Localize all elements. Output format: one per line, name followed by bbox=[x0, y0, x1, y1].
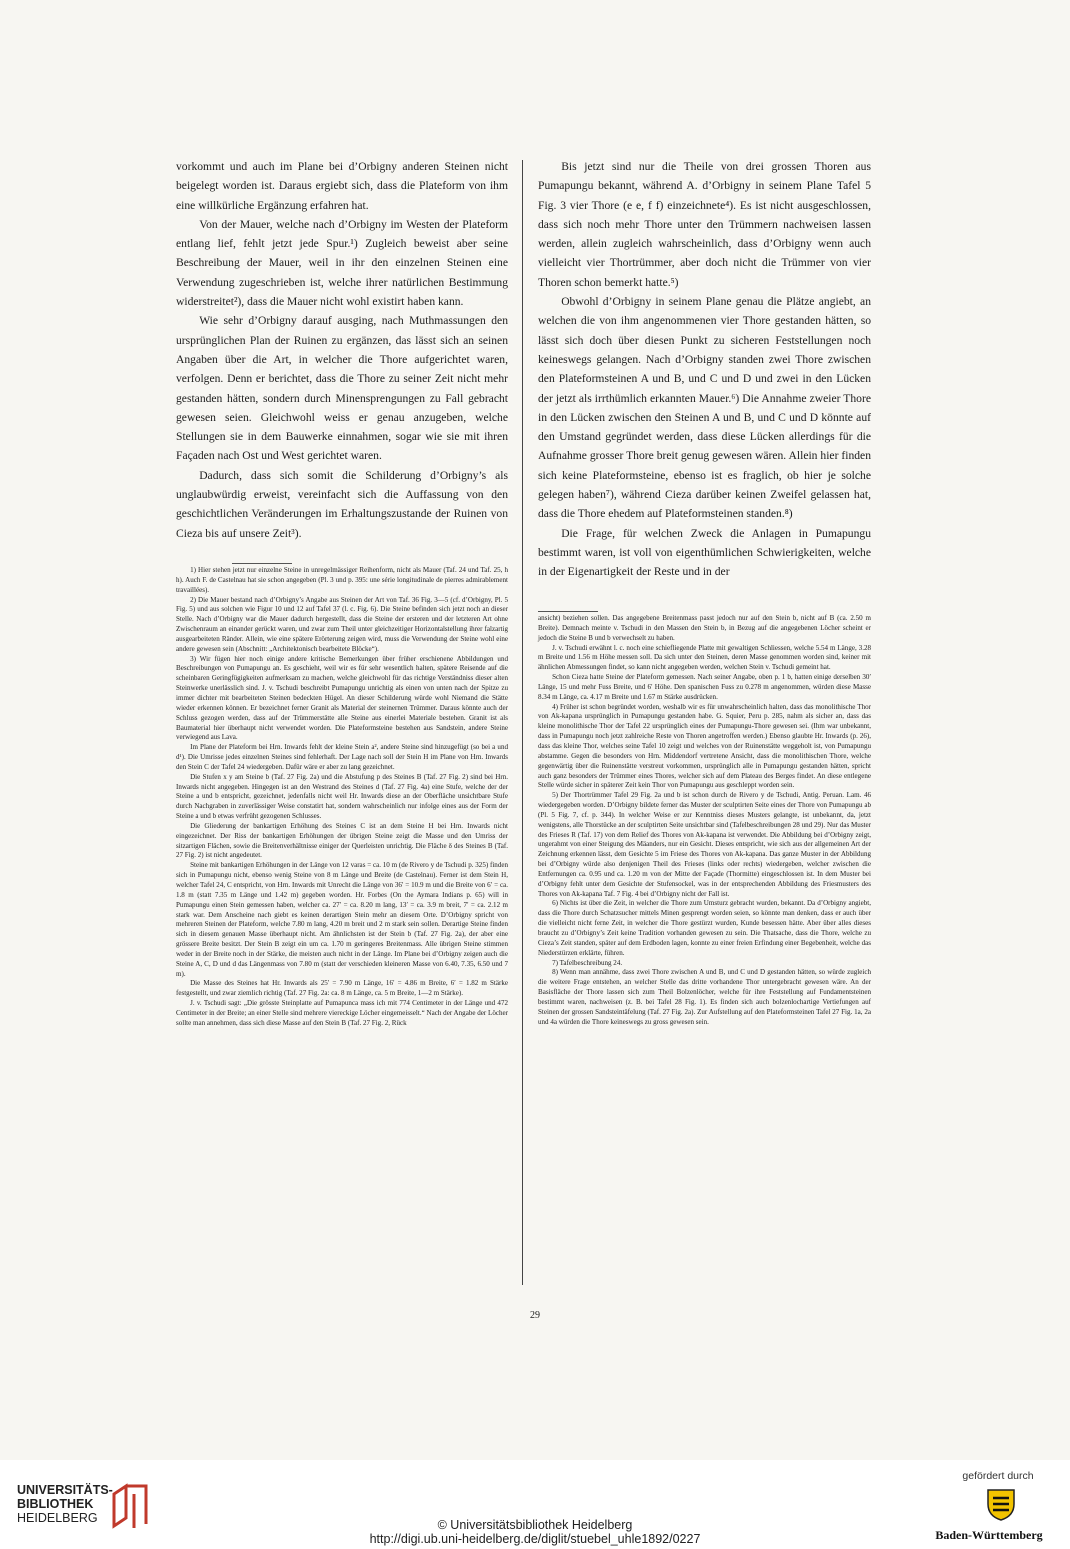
right-paragraph-2: Obwohl d’Orbigny in seinem Plane genau die Plätze angiebt, an welchen die von ihm angenommenen vier Thore gestanden hätten, so lässt sich doch über diesen Punkt zu sicheren Feststellungen noch keineswegs gelangen. Nach d’Orbigny standen zwei Thore zwischen den Plateformsteinen A und B, und C und D und zwei in den Lücken der jetzt als irrthümlich erkannten Mauer.⁶) Die Annahme zweier Thore in den Lücken zwischen den Steinen A und B, und C und D könnte auf den Umstand gegründet werden, dass diese Lücken allerdings für die Aufnahme grosser Thore breit genug gewesen wären. Allein hier finden sich keine Plateformsteine, ebenso ist es fraglich, ob hier je solche gelegen haben⁷), während Cieza darüber keinen Zweifel gelassen hat, dass die Thore ehedem auf Plateformsteinen standen.⁸) bbox=[538, 295, 871, 521]
right-footnote-7: 7) Tafelbeschreibung 24. bbox=[552, 958, 623, 967]
left-footnote-3: 3) Wir fügen hier noch einige andere kritische Bemerkungen über früher erschienene Abbildungen und Beschreibungen von Pumapungu an. Es geschieht, weil wir es für sehr wesentlich halten, spätere Reisende auf die scheinbaren Geringfügigkeiten aufmerksam zu machen, welche gleichwohl für das richtige Verständniss dieser alten Steinwerke unerlässlich sind. J. v. Tschudi beschreibt Pumapungu unrichtig als einen von unten nach der Spitze zu immer dichter mit bearbeiteten Steinen bedeckten Hügel. An dieser Schilderung würde wohl Niemand die Stätte wieder erkennen können. Er bezeichnet ferner Granit als Material der steinernen Trümmer. Daraus könnte auch der Schluss gezogen werden, dass auf der Trümmerstätte alle Steine aus einerlei Materiale bestehen. Granit ist als Baumaterial hier überhaupt nicht verwendet worden. Die Plateformsteine bestehen aus Sandstein, andere Steine verwiegend aus Lava. bbox=[176, 654, 508, 742]
left-footnote-9: J. v. Tschudi sagt: „Die grösste Steinplatte auf Pumapunca mass ich mit 774 Centimeter in der Länge und 472 Centimeter in der Breite; an einer Stelle sind mehrere viereckige Löcher eingemeisselt.“ Nach der Angabe der Löcher sollte man annehmen, dass sich diese Masse auf den Stein B (Taf. 27 Fig. 2, Rück bbox=[176, 999, 508, 1027]
left-main-text bbox=[176, 157, 508, 543]
left-footnote-8: Die Masse des Steines hat Hr. Inwards als 25′ = 7.90 m Länge, 16′ = 4.86 m Breite, 6′ = 1.82 m Stärke festgestellt, und zwar ziemlich richtig (Taf. 27 Fig. 2a: ca. 8 m Länge, ca. 5 m Breite, 1—2 m Stärke). bbox=[176, 979, 508, 998]
state-crest-icon bbox=[980, 1486, 1022, 1522]
university-line-1: UNIVERSITÄTS- bbox=[17, 1483, 113, 1497]
left-paragraph-4: Dadurch, dass sich somit die Schilderung d’Orbigny’s als unglaubwürdig erweist, vereinfacht sich die Auffassung von den geschichtlichen Veränderungen im Erhaltungszustande der Ruinen von Cieza bis auf unsere Zeit³). bbox=[176, 468, 508, 540]
left-footnote-7: Steine mit bankartigen Erhöhungen in der Länge von 12 varas = ca. 10 m (de Rivero y de Tschudi p. 325) finden sich in Pumapungu nicht, ebenso wenig Steine von 8 m Länge und Breite (de Castelnau). Ferner ist dem Stein H, welcher Tafel 24, C entspricht, von Hrn. Inwards mit Unrecht die Länge von 36′ = 10.9 m und die Breite von 6′ = ca. 1.8 m (statt 7.35 m Länge und 1.42 m) gegeben worden. Hr. Forbes (On the Aymara Indians p. 65) will in Pumapungu einen Stein gemessen haben, welcher ca. 27′ = ca. 8.20 m lang, 13′ = ca. 3.9 m breit, 7′ = ca. 2.12 m stark war. Dem Anscheine nach giebt es keinen derartigen Stein mehr an diesem Orte. D’Orbigny spricht von mehreren Steinen der Plateform, welche 7.80 m lang, 4.20 m breit und 2 m stark sein sollen. Derartige Steine finden sich in diesem genauen Masse überhaupt nicht. Am ähnlichsten ist der Stein b (Taf. 27 Fig. 2a), der aber eine grössere Breite besitzt. Der Stein B zeigt ein um ca. 1.70 m geringeres Breitenmass. Alle übrigen Steine stimmen weder in der Breite noch in der Stärke, die meisten auch nicht in der Länge. Im Plane bei d’Orbigny zeigen auch die Steine A, C, D und d das Längenmass von 7.80 m (statt der verschieden kleineren Masse von 6.40, 7.35, 6.50 und 7 m). bbox=[176, 861, 508, 978]
right-paragraph-1: Bis jetzt sind nur die Theile von drei grossen Thoren aus Pumapungu bekannt, während A. d’Orbigny in seinem Plane Tafel 5 Fig. 3 vier Thore (e e, f f) einzeichnete⁴). Es ist nicht ausgeschlossen, dass sich noch mehr Thore unter den Trümmern nachweisen lassen werden, allein zugleich wahrscheinlich, dass d’Orbigny wenn auch vielleicht vier Thortrümmer, aber doch nicht die Trümmer von vier Thoren schon bemerkt hatte.⁵) bbox=[538, 160, 871, 289]
right-footnote-4: 4) Früher ist schon begründet worden, weshalb wir es für unwahrscheinlich halten, dass das monolithische Thor von Ak-kapana ursprünglich in Pumapungu gestanden habe. G. Squier, Peru p. 285, nahm als sicher an, dass das kleine monolithische Thor der Tafel 22 ursprünglich eines der Pumapungu-Thore gewesen sei. (Ihm war unbekannt, dass in Pumapungu noch jetzt zahlreiche Reste von Thoren angetroffen werden.) Ebenso glaubte Hr. Inwards (p. 26), dass das kleine Thor, welches seine Tafel 10 zeigt und welches von der Ruinenstätte weggeholt ist, von Pumapungu abstamme. Gegen die besonders von Hrn. Middendorf vertretene Ansicht, dass die monolithischen Thore, welche gegenwärtig über die Ruinenstätte verstreut vorkommen, ursprünglich alle in Pumapungu gestanden hätten, spricht auch ganz besonders der Trümmer eines Thores, welcher sich auf dem Plateau des Berges findet. An diese entlegene Stelle würde sicher in späterer Zeit kein Thor von Pumapungu aus geschleppt worden sein. bbox=[538, 702, 871, 790]
right-footnote-6: 6) Nichts ist über die Zeit, in welcher die Thore zum Umsturz gebracht wurden, bekannt. Da d’Orbigny angiebt, dass die Thore durch Schatzsucher mittels Minen gesprengt worden seien, so könnte man denken, dass er auch über die vielleicht nicht ferne Zeit, in welcher die Thore gestürzt wurden, Kunde besessen hätte. Aber über alles dieses braucht zu d’Orbigny’s Zeit keine Tradition vorhanden gewesen zu sein. Die Thatsache, dass die Thore, welche zu Cieza’s Zeit standen, später auf dem Erdboden lagen, konnte zu einer freien Erfindung einer Begebenheit, welche das Niederstürzen erklärte, führen. bbox=[538, 899, 871, 957]
copyright-block bbox=[0, 1518, 1070, 1546]
right-footnote-2: J. v. Tschudi erwähnt l. c. noch eine schiefliegende Platte mit gewaltigen Schliessen, welche 5.54 m Länge, 3.28 m Breite und 1.56 m Höhe messen soll. Da sich unter den Steinen, deren Masse genommen worden sind, keiner mit ähnlichen Abmessungen findet, so kann nicht angegeben werden, welchen Stein v. Tschudi gemeint hat. bbox=[538, 643, 871, 672]
left-footnote-2: 2) Die Mauer bestand nach d’Orbigny’s Angabe aus Steinen der Art von Taf. 36 Fig. 3—5 (cf. d’Orbigny, Pl. 5 Fig. 5) und aus solchen wie Figur 10 und 12 auf Tafel 37 (l. c. Fig. 6). Die Steine befinden sich jetzt noch an dieser Stelle. Nach d’Orbigny war die Mauer dadurch hergestellt, dass die Steine der ersteren und der letzteren Art ohne Zwischenraum an einander gerückt waren, und zwar zum Theil unter gleichzeitiger Horizontalstellung ihrer falzartig ausgearbeiteten Ränder. Allein, wie eine spätere Erörterung zeigen wird, muss die Verwendung der Steine wohl eine andere gewesen sein (Abschnitt: „Architektonisch bearbeitete Blöcke“). bbox=[176, 595, 508, 653]
right-footnote-5: 5) Der Thortrümmer Tafel 29 Fig. 2a und b ist schon durch de Rivero y de Tschudi, Antig. Peruan. Lam. 46 wiedergegeben worden. D’Orbigny bildete ferner das Muster der sculptirten Seite eines der Thore von Pumapungu ab (Pl. 5 Fig. 7, cf. p. 344). In welcher Weise er zur Kenntniss dieses Musters gelangte, ist unbekannt, da, jetzt wenigstens, alle Thorstücke an der sculptirten Seite unsichtbar sind (Tafelbeschreibungen 28 und 29). Nur das Muster des Frieses R (Taf. 17) von dem Relief des Thores von Ak-kapana ist verwendet. Die Abbildung bei d’Orbigny zeigt, ungerahmt von einer Steigung des Mäanders, nur ein Gesicht. Dieses entspricht, wie sich aus der allgemeinen Art der Zeichnung erkennen lässt, dem Gesichte 5 im Friese des Thores von Ak-kapana. Das ganze Muster in der Abbildung bei d’Orbigny würde also denjenigen Theil des Frieses (links oder rechts) wiedergeben, welcher zwischen die Entfernungen ca. 0.95 und ca. 1.20 m von der Mitte der Façade (Thormitte) eingeschlossen ist. In dem Muster bei d’Orbigny fehlt unter dem Gesichte der Stufensockel, was in der entsprechenden Abbildung des Friesmusters des Thores von Ak-kapana Taf. 7 Fig. 4 bei d’Orbigny nicht der Fall ist. bbox=[538, 791, 871, 898]
right-footnote-8: 8) Wenn man annähme, dass zwei Thore zwischen A und B, und C und D gestanden hätten, so würde zugleich die weitere Frage entstehen, an welcher Stelle das dritte vorhandene Thor untergebracht gewesen wäre. An der Basisfläche der Thore lassen sich zum Theil Bolzenlöcher, welche für ihre Feststellung auf Fundamentsteinen bestimmt waren, nachweisen (z. B. bei Tafel 28 Fig. 1). Es finden sich auch bolzenlochartige Vertiefungen auf Steinen der grossen Sandsteintäfelung (Taf. 27 Fig. 2a). Zur Aufstellung auf den Plateformsteinen Tafel 27 Fig. 1a, 2a und 4a würden die Thore keineswegs zu gross gewesen sein. bbox=[538, 968, 871, 1026]
right-paragraph-3: Die Frage, für welchen Zweck die Anlagen in Pumapungu bestimmt waren, ist voll von eigenthümlichen Schwierigkeiten, welche in der Eigenartigkeit der Reste und in der bbox=[538, 526, 871, 579]
right-footnote-3: Schon Cieza hatte Steine der Plateform gemessen. Nach seiner Angabe, oben p. 1 b, hatten einige derselben 30′ Länge, 15 und mehr Fuss Breite, und 6′ Höhe. Den spanischen Fuss zu 0.278 m angenommen, würden diese Masse 8.34 m Länge, ca. 4.17 m Breite und 1.67 m Stärke ausdrücken. bbox=[538, 673, 871, 701]
page-number: 29 bbox=[530, 1310, 540, 1321]
left-footnotes bbox=[176, 566, 508, 1029]
copyright-text: © Universitätsbibliothek Heidelberg bbox=[437, 1518, 633, 1532]
left-footnote-4: Im Plane der Plateform bei Hrn. Inwards fehlt der kleine Stein a², andere Steine sind hinzugefügt (so bei a und d¹). Die Umrisse jedes einzelnen Steines sind fehlerhaft. Der Lage nach soll der Stein H im Plane von Hrn. Inwards den Stein C der Tafel 24 wiedergeben. Dafür wäre er aber zu lang gezeichnet. bbox=[176, 743, 508, 771]
left-footnote-rule bbox=[232, 563, 292, 564]
column-divider bbox=[522, 160, 523, 1285]
source-url-link[interactable]: http://digi.ub.uni-heidelberg.de/diglit/stuebel_uhle1892/0227 bbox=[369, 1532, 701, 1546]
left-paragraph-2: Von der Mauer, welche nach d’Orbigny im Westen der Plateform entlang lief, fehlt jetzt jede Spur.¹) Zugleich beweist aber seine Beschreibung der Mauer, weil in ihr den einzelnen Steinen eine Verwendung zugeschrieben ist, welche ihrer natürlichen Bestimmung widerstreitet²), dass die Mauer nicht wohl existirt haben kann. bbox=[176, 217, 508, 309]
state-name: Baden-Württemberg bbox=[935, 1528, 1043, 1542]
left-paragraph-3: Wie sehr d’Orbigny darauf ausging, nach Muthmassungen den ursprünglichen Plan der Ruinen zu ergänzen, das lässt sich an seinen Angaben über die Art, in welcher die Thore aufgerichtet waren, verfolgen. Denn er berichtet, dass die Thore zu seiner Zeit nicht mehr gestanden hätten, sondern durch Minensprengungen zu Fall gebracht gewesen seien. Gleichwohl weiss er genau anzugeben, welche Stellungen sie in dem Bauwerke einnahmen, sogar wie sie mit ihren Façaden nach Ost und West gerichtet waren. bbox=[176, 314, 508, 463]
right-footnotes bbox=[538, 614, 871, 1027]
university-line-3: HEIDELBERG bbox=[17, 1511, 98, 1525]
right-footnote-rule bbox=[538, 611, 598, 612]
university-line-2: BIBLIOTHEK bbox=[17, 1497, 94, 1511]
sponsor-label: gefördert durch bbox=[962, 1470, 1034, 1482]
left-footnote-6: Die Gliederung der bankartigen Erhöhung des Steines C ist an dem Steine H bei Hrn. Inwards nicht eingezeichnet. Der Riss der bankartigen Erhöhungen der übrigen Steine zeigt die Masse und den Umriss der sitzartigen Flächen, sowie die Breitenverhältnisse einiger der Querleisten unrichtig. Die Fläche δ des Steines B (Taf. 27 Fig. 2) ist nicht angedeutet. bbox=[176, 821, 508, 860]
left-footnote-1: 1) Hier stehen jetzt nur einzelne Steine in unregelmässiger Reihenform, nicht als Mauer (Taf. 24 und Taf. 25, h h). Auch F. de Castelnau hat sie schon angegeben (Pl. 3 und p. 395: une série longitudinale de pierres admirablement travaillées). bbox=[176, 566, 508, 594]
right-main-text bbox=[538, 157, 871, 582]
right-footnote-1: ansicht) beziehen sollen. Das angegebene Breitenmass passt jedoch nur auf den Stein b, nicht auf B (ca. 2.50 m Breite). Demnach meinte v. Tschudi in den Massen den Stein b, in Bezug auf die angegebenen Löcher scheint er jedoch die Steine B und b verwechselt zu haben. bbox=[538, 614, 871, 642]
left-paragraph-1: vorkommt und auch im Plane bei d’Orbigny anderen Steinen nicht beigelegt worden ist. Daraus ergiebt sich, dass die Plateform von ihm eine willkürliche Ergänzung erfahren hat. bbox=[176, 160, 508, 212]
left-footnote-5: Die Stufen x y am Steine b (Taf. 27 Fig. 2a) und die Abstufung p des Steines B (Taf. 27 Fig. 2) sind bei Hrn. Inwards nicht angegeben. Hingegen ist an den Westrand des Steines d (Taf. 27 Fig. 4a) eine Stufe, welche der der Steine a und b entspricht, gezeichnet, jedenfalls nicht weil Hr. Inwards diese an der Oberfläche unsichtbare Stufe durch Nachgraben in zuverlässiger Weise constatirt hat, sondern wahrscheinlich nur infolge eines aus der Form der Steine a und b etwas verfrüht gezogenen Schlusses. bbox=[176, 772, 508, 821]
